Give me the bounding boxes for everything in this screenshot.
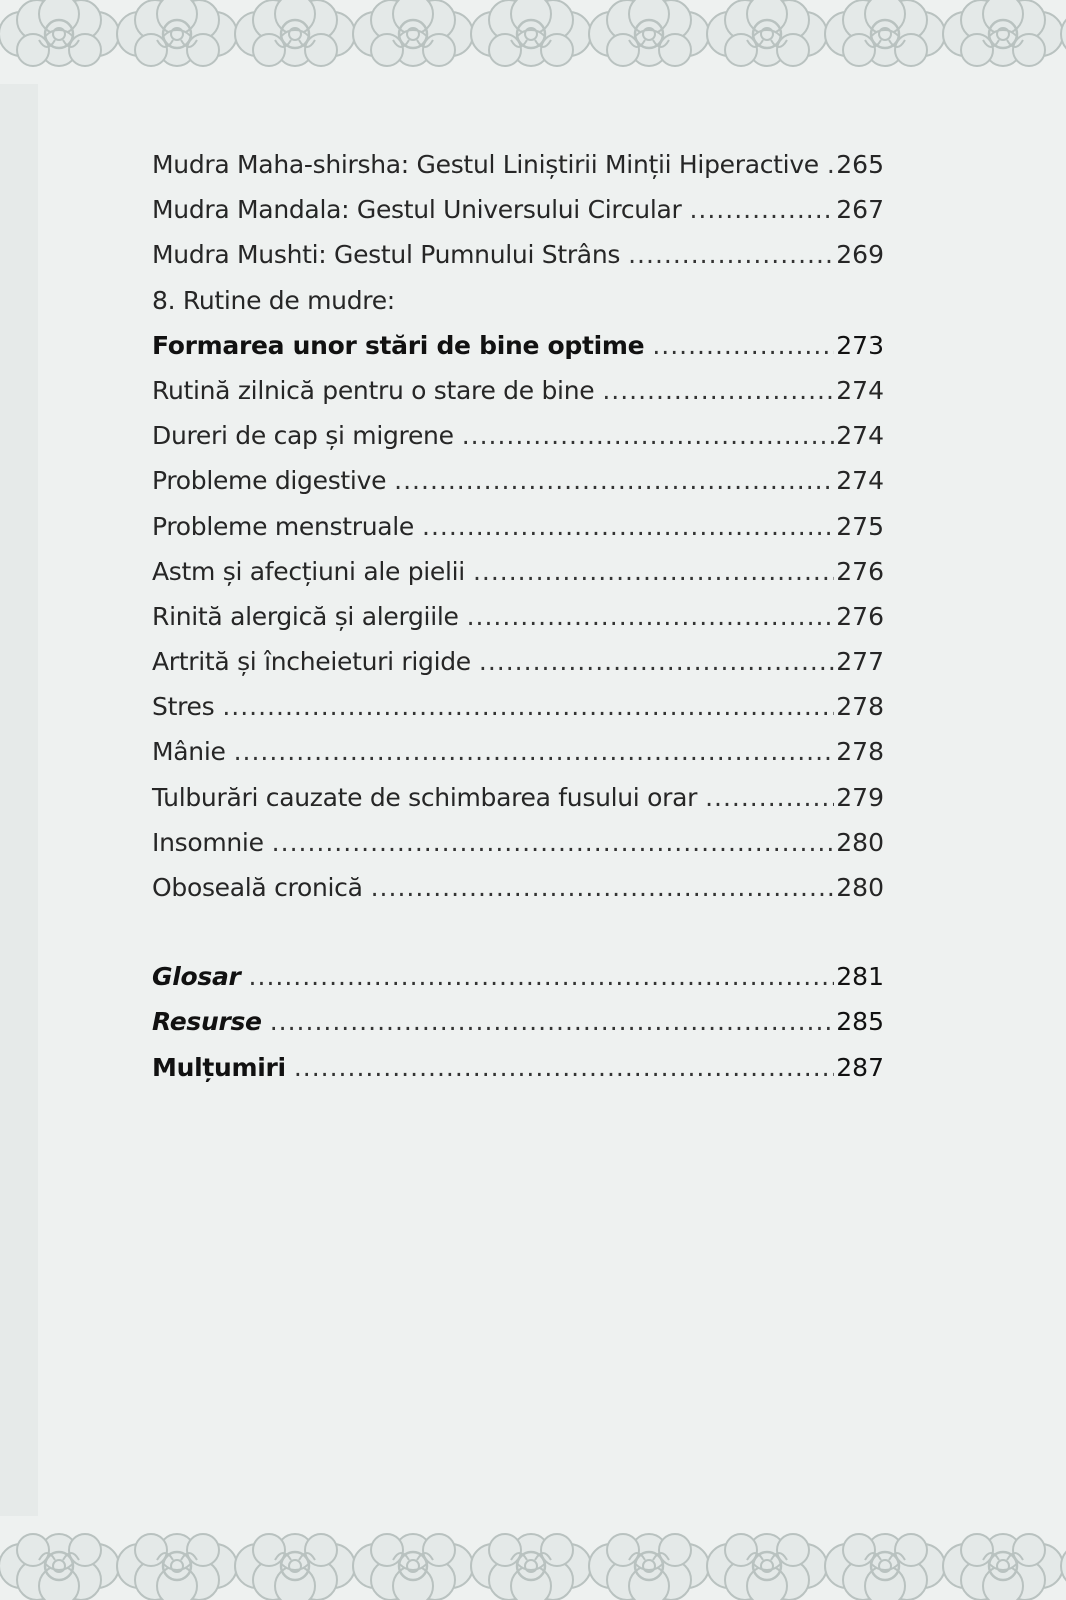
lotus-motif-icon [0, 1534, 119, 1600]
lotus-motif-icon [353, 0, 473, 66]
toc-entry-page: 280 [836, 873, 884, 902]
dot-leader [294, 1045, 834, 1090]
toc-entry-page: 277 [836, 647, 884, 677]
dot-leader [705, 775, 834, 820]
toc-entry [152, 820, 884, 865]
toc-entry-title: Rinită alergică și alergiile [152, 601, 459, 631]
toc-entry-page: 265 [836, 150, 884, 179]
table-of-contents [152, 142, 884, 1090]
lotus-motif-icon [589, 0, 709, 66]
toc-entry [152, 865, 884, 910]
toc-entry-page: 278 [836, 692, 884, 722]
toc-entry-title: Mânie [152, 737, 226, 767]
toc-entry-title: Glosar [152, 962, 241, 992]
dot-leader [249, 954, 835, 999]
lotus-motif-icon [825, 1534, 945, 1600]
lotus-motif-icon [707, 0, 827, 66]
lotus-motif-icon [943, 1534, 1063, 1600]
toc-entry [152, 684, 884, 729]
toc-entry-title: Formarea unor stări de bine optime [152, 330, 645, 360]
toc-entry-title: Probleme digestive [152, 466, 387, 496]
toc-entry-page: 275 [836, 511, 884, 541]
ornamental-border-top [0, 0, 1066, 84]
lotus-motif-icon [943, 0, 1063, 66]
dot-leader [371, 865, 835, 910]
dot-leader [689, 187, 834, 232]
toc-entry [152, 142, 884, 187]
toc-entry-page: 269 [836, 240, 884, 270]
toc-entry-title: Probleme menstruale [152, 511, 415, 541]
toc-entry-title: Dureri de cap și migrene [152, 421, 454, 451]
dot-leader [628, 232, 834, 277]
toc-main-section [152, 142, 884, 910]
toc-entry [152, 187, 884, 232]
toc-entry [152, 504, 884, 549]
toc-entry-page: 285 [836, 1007, 884, 1037]
toc-entry-title: Astm și afecțiuni ale pielii [152, 556, 465, 586]
toc-entry [152, 729, 884, 774]
dot-leader [394, 458, 834, 503]
toc-entry-page: 274 [836, 421, 884, 451]
toc-entry [152, 1045, 884, 1090]
toc-entry-page: 273 [836, 330, 884, 360]
toc-entry-page: 279 [836, 782, 884, 812]
toc-entry-page: 287 [836, 1052, 884, 1082]
toc-back-matter [152, 954, 884, 1090]
lotus-motif-icon [825, 0, 945, 66]
dot-leader [602, 368, 834, 413]
toc-entry-title: Mudra Mushti: Gestul Pumnului Strâns [152, 240, 621, 270]
toc-entry [152, 954, 884, 999]
toc-entry-page: 276 [836, 601, 884, 631]
toc-entry [152, 549, 884, 594]
toc-entry [152, 323, 884, 368]
toc-entry-title: 8. Rutine de mudre: [152, 285, 395, 315]
lotus-motif-icon [1061, 0, 1066, 66]
lotus-motif-icon [707, 1534, 827, 1600]
toc-entry-title: Resurse [152, 1007, 262, 1037]
toc-entry [152, 368, 884, 413]
toc-entry-title: Artrită și încheieturi rigide [152, 647, 471, 677]
lotus-border-icon [0, 1516, 1066, 1600]
toc-entry-page: 276 [836, 556, 884, 586]
toc-entry-page: 274 [836, 375, 884, 405]
toc-entry [152, 413, 884, 458]
lotus-motif-icon [235, 1534, 355, 1600]
lotus-motif-icon [117, 1534, 237, 1600]
dot-leader [422, 504, 834, 549]
lotus-border-icon [0, 0, 1066, 84]
toc-entry-page: 281 [836, 962, 884, 992]
dot-leader [467, 594, 835, 639]
lotus-motif-icon [353, 1534, 473, 1600]
toc-entry-title: Insomnie [152, 827, 264, 857]
lotus-motif-icon [235, 0, 355, 66]
toc-entry-page: 278 [836, 737, 884, 767]
toc-entry-page: 274 [836, 466, 884, 496]
dot-leader [473, 549, 834, 594]
lotus-motif-icon [589, 1534, 709, 1600]
toc-entry [152, 775, 884, 820]
toc-entry [152, 232, 884, 277]
dot-leader [222, 684, 834, 729]
lotus-motif-icon [117, 0, 237, 66]
lotus-motif-icon [1061, 1534, 1066, 1600]
toc-entry-page: 280 [836, 827, 884, 857]
dot-leader [479, 639, 834, 684]
dot-leader [652, 323, 834, 368]
toc-entry [152, 594, 884, 639]
toc-entry-title: Tulburări cauzate de schimbarea fusului orar [152, 782, 698, 812]
section-spacer [152, 910, 884, 954]
toc-entry [152, 278, 884, 323]
lotus-motif-icon [471, 1534, 591, 1600]
dot-leader [827, 142, 834, 187]
dot-leader [272, 820, 835, 865]
toc-entry-title: Oboseală cronică [152, 873, 363, 902]
toc-entry-title: Mudra Maha-shirsha: Gestul Liniștirii Minții Hiperactive [152, 150, 819, 179]
toc-entry [152, 639, 884, 684]
page-gutter [0, 84, 38, 1516]
toc-entry-page: 267 [836, 195, 884, 225]
dot-leader [270, 999, 835, 1044]
toc-entry-title: Mulțumiri [152, 1052, 286, 1082]
toc-entry-title: Stres [152, 692, 215, 722]
dot-leader [462, 413, 835, 458]
toc-entry-title: Mudra Mandala: Gestul Universului Circular [152, 195, 682, 225]
ornamental-border-bottom [0, 1516, 1066, 1600]
dot-leader [234, 729, 835, 774]
toc-entry [152, 458, 884, 503]
lotus-motif-icon [0, 0, 119, 66]
toc-entry [152, 999, 884, 1044]
toc-entry-title: Rutină zilnică pentru o stare de bine [152, 375, 595, 405]
lotus-motif-icon [471, 0, 591, 66]
